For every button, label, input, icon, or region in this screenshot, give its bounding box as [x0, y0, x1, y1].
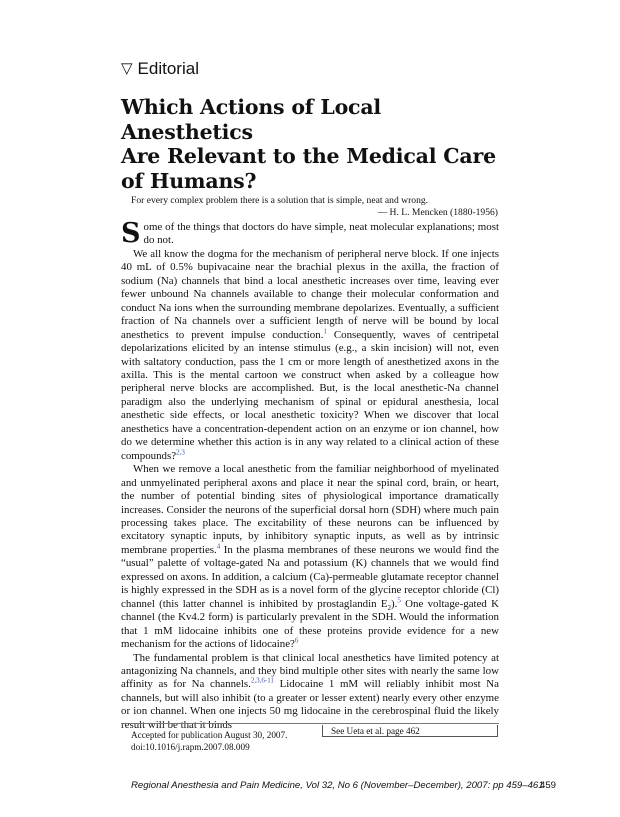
paragraph-3: When we remove a local anesthetic from the familiar neighborhood of myelinated and unmyelinated peripheral axons and place it near the spinal cord, brain, or heart, the number of potential binding sites of physiological importance dramatically increases. Consider the neurons of the superficial dorsal horn (SDH) where much pain processing takes place. The excitability of these neurons can be influenced by excitatory synaptic inputs, by inhibitory synaptic inputs, as well as by intrinsic membrane properties.$^4$ In the plasma membranes of these neurons we would find the “usual” palette of voltage-gated Na and potassium (K) channels that we would find expressed on axons. In addition, a calcium (Ca)-permeable glutamate receptor channel is highly expressed in the SDH as is a novel form of the glycine receptor chloride (Cl) channel (this latter channel is inhibited by prostaglandin $E_2).^5$ One voltage-gated K channel (the Kv4.2 form) is particularly prevalent in the SDH. Would the information that 1 mM lidocaine inhibits one of these proteins provide evidence for a new mechanism for the actions of lidocaine?$^6$: [121, 463, 500, 651]
citation-link[interactable]: 2,3: [176, 448, 185, 457]
footnote-divider: [121, 723, 499, 724]
epigraph-attribution: — H. L. Mencken (1880-1956): [377, 207, 498, 218]
page-number: 459: [540, 780, 557, 791]
article-body: [121, 218, 500, 732]
citation-link[interactable]: 1: [323, 327, 327, 335]
citation-link[interactable]: 4: [216, 542, 221, 551]
accepted-date: Accepted for publication August 30, 2007.: [131, 730, 288, 740]
citation-link[interactable]: 5: [397, 596, 401, 605]
journal-footer: Regional Anesthesia and Pain Medicine, Vol 32, No 6 (November–December), 2007: pp 459–461: [131, 780, 544, 791]
see-also-box[interactable]: See Ueta et al. page 462: [322, 725, 498, 737]
citation-link[interactable]: 6: [294, 636, 299, 645]
title-line-2: Are Relevant to the Medical Care: [121, 144, 496, 168]
section-name: Editorial: [137, 59, 199, 78]
triangle-icon: ▽: [121, 60, 133, 77]
citation-link[interactable]: 2,3,6-11: [250, 676, 274, 685]
title-line-1: Which Actions of Local Anesthetics: [121, 95, 382, 144]
drop-cap: S: [121, 218, 141, 249]
paragraph-4: The fundamental problem is that clinical local anesthetics have limited potency at antagonizing Na channels, and they bind multiple other sites with nearly the same low affinity as for Na channels.$^{2,3,6-11}$ Lidocaine 1 mM will reliably inhibit most Na channels, but will also inhibit (to a greater or lesser extent) nearly every other enzyme or ion channel. When one injects 50 mg lidocaine in the cerebrospinal fluid the likely result will be that it binds: [121, 651, 499, 731]
paragraph-1: Some of the things that doctors do have simple, neat molecular explanations; most do not.: [121, 218, 499, 249]
section-label: [121, 59, 199, 79]
doi[interactable]: doi:10.1016/j.rapm.2007.08.009: [131, 742, 250, 752]
epigraph: [131, 195, 498, 219]
paragraph-2: We all know the dogma for the mechanism of peripheral nerve block. If one injects 40 mL of 0.5% bupivacaine near the brachial plexus in the axilla, the fraction of sodium (Na) channels that bind a local anesthetic increases over time, leaving ever fewer unbound Na channels available to change their molecular conformation and conduct Na ions when the surrounding membrane depolarizes. Eventually, a sufficient fraction of Na channels over a sufficient length of nerve will be bound by local anesthetics to prevent impulse conduction.$^1$ Consequently, waves of centripetal depolarizations elicited by an intense stimulus (e.g., a skin incision) will not, even with saltatory conduction, pass the 1 cm or more length of anesthetized axons in the axilla. This is the mental cartoon we construct when asked by a colleague how peripheral nerve blocks are accomplished. But, is the local anesthetic-Na channel paradigm also the underlying mechanism of spinal or epidural anesthesia, local anesthetic side effects, or local anesthetic toxicity? When we discover that local anesthetics have a concentration-dependent action on an enzyme or ion channel, how do we determine whether this action is in any way related to a clinical action of these compounds?$^{2,3}$: [121, 247, 499, 462]
epigraph-quote: For every complex problem there is a solution that is simple, neat and wrong.: [131, 195, 429, 206]
article-title: [121, 95, 511, 193]
footnote-accepted: [131, 729, 287, 753]
title-line-3: of Humans?: [121, 168, 257, 193]
